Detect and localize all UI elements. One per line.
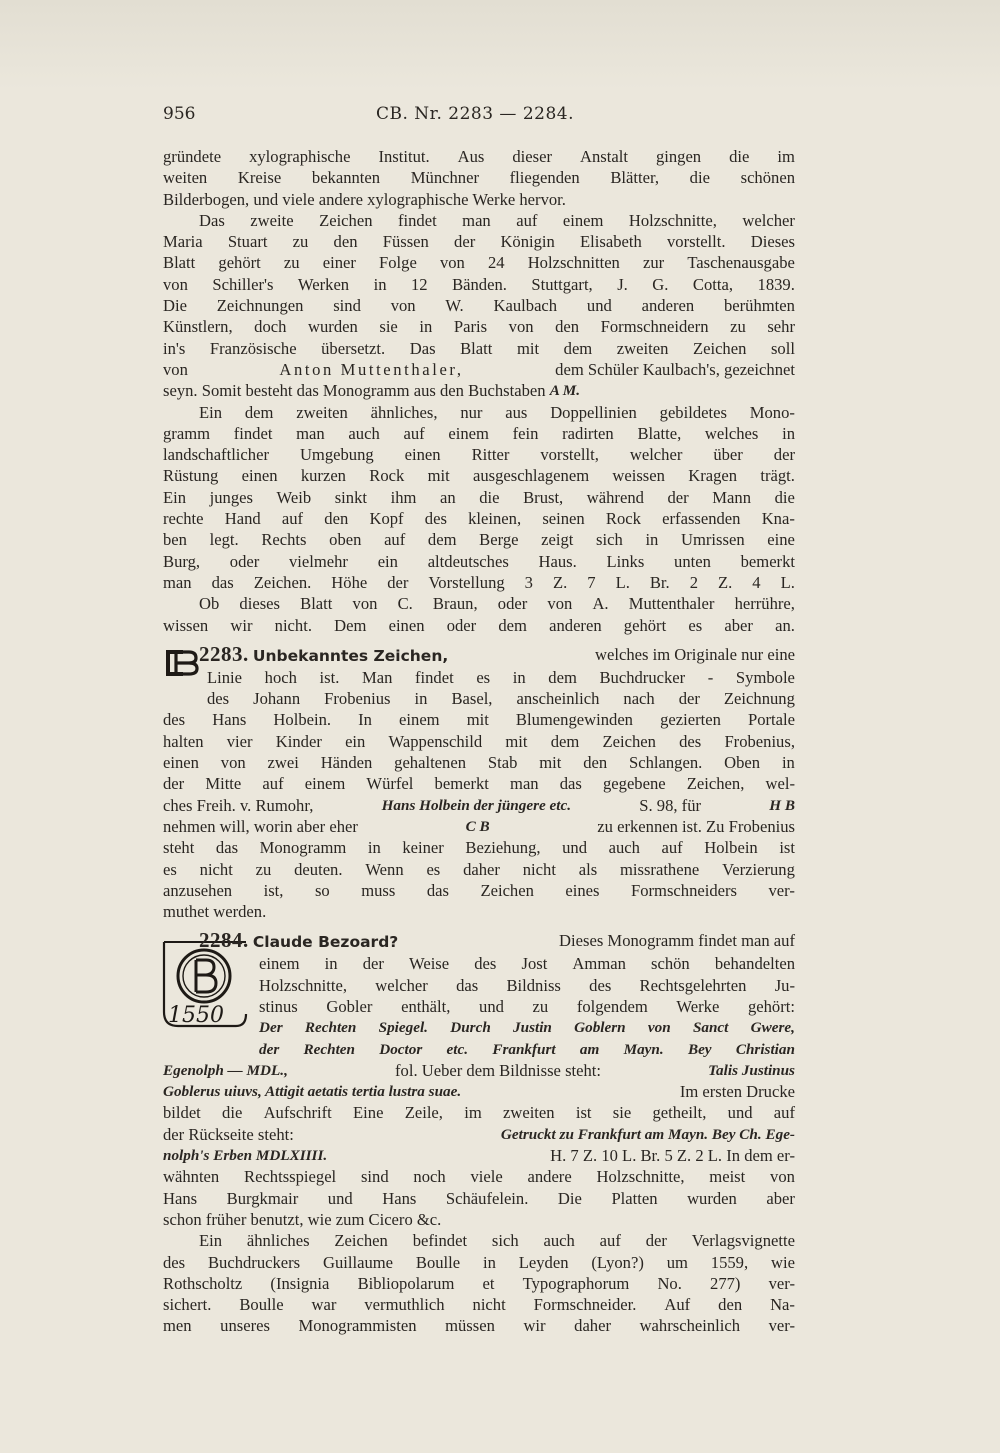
- text-line: schon früher benutzt, wie zum Cicero &c.: [163, 1209, 442, 1229]
- text-line: seyn. Somit besteht das Monogramm aus den Buchstaben A M.: [163, 381, 581, 401]
- text-line: man das Zeichen. Höhe der Vorstellung 3 Z. 7 L. Br. 2 Z. 4 L.: [163, 572, 795, 592]
- text-line: des Johann Frobenius in Basel, anscheinlich nach der Zeichnung: [207, 689, 795, 709]
- text-line: anzusehen ist, so muss das Zeichen eines Formschneiders ver-: [163, 880, 795, 900]
- text-line: Linie hoch ist. Man findet es in dem Buchdrucker - Symbole: [207, 667, 795, 687]
- text-line: Der Rechten Spiegel. Durch Justin Goblern von Sanct Gwere,: [259, 1019, 795, 1037]
- entry-heading: 2284. Claude Bezoard? Dieses Monogramm findet man auf: [199, 928, 795, 953]
- page-header: [163, 104, 793, 128]
- text-line: einem in der Weise des Jost Amman schön behandelten: [259, 954, 795, 974]
- text-line: Goblerus uiuvs, Attigit aetatis tertia lustra suae. Im ersten Drucke: [163, 1082, 795, 1102]
- book-title: Hans Holbein der jüngere etc.: [381, 796, 572, 814]
- text-line: des Buchdruckers Guillaume Boulle in Leyden (Lyon?) um 1559, wie: [163, 1252, 795, 1272]
- text-line: nehmen will, worin aber eher C B zu erkennen ist. Zu Frobenius: [163, 816, 795, 836]
- text-line: rechte Hand auf den Kopf des kleinen, seinen Rock erfassenden Kna-: [163, 509, 795, 529]
- entry-title: Unbekanntes Zeichen,: [252, 646, 449, 665]
- text-line: Hans Burgkmair und Hans Schäufelein. Die Platten wurden aber: [163, 1188, 795, 1208]
- text-line: nolph's Erben MDLXIIII. H. 7 Z. 10 L. Br. 5 Z. 2 L. In dem er-: [163, 1146, 795, 1166]
- text-line: Ob dieses Blatt von C. Braun, oder von A. Muttenthaler herrühre,: [199, 594, 795, 614]
- text-line: muthet werden.: [163, 902, 267, 922]
- text-line: es nicht zu deuten. Wenn es daher nicht als missrathene Verzierung: [163, 859, 795, 879]
- text-line: wissen wir nicht. Dem einen oder dem anderen gehört es aber an.: [163, 615, 795, 635]
- text-line: Ein ähnliches Zeichen befindet sich auch auf der Verlagsvignette: [199, 1231, 795, 1251]
- text-line: Holzschnitte, welcher das Bildniss des Rechtsgelehrten Ju-: [259, 975, 795, 995]
- text-line: bildet die Aufschrift Eine Zeile, im zweiten ist sie getheilt, und auf: [163, 1103, 795, 1123]
- text-line: sichert. Boulle war vermuthlich nicht Formschneider. Auf den Na-: [163, 1295, 795, 1315]
- text-line: gründete xylographische Institut. Aus dieser Anstalt gingen die im: [163, 147, 795, 166]
- text-line: gramm findet man auch auf einem fein radirten Blatte, welches in: [163, 423, 795, 443]
- top-margin: [0, 0, 1000, 90]
- text-line: einen von zwei Händen gehaltenen Stab mit den Schlangen. Oben in: [163, 753, 795, 773]
- text-line: von Anton Muttenthaler, dem Schüler Kaulbach's, gezeichnet: [163, 359, 795, 379]
- text-line: weiten Kreise bekannten Münchner fliegenden Blätter, die schönen: [163, 168, 795, 188]
- text-line: in's Französische übersetzt. Das Blatt mit dem zweiten Zeichen soll: [163, 338, 795, 358]
- entry-number: 2283.: [199, 641, 249, 666]
- page-number: 956: [163, 104, 196, 124]
- text-line: von Schiller's Werken in 12 Bänden. Stuttgart, J. G. Cotta, 1839.: [163, 274, 795, 294]
- text-line: Burg, oder vielmehr ein altdeutsches Haus. Links unten bemerkt: [163, 551, 795, 571]
- body-text: [163, 146, 795, 1337]
- text-line: der Rechten Doctor etc. Frankfurt am Mayn. Bey Christian: [259, 1040, 795, 1058]
- svg-text:1550: 1550: [168, 1003, 224, 1028]
- entry-title: Claude Bezoard?: [252, 933, 399, 952]
- monogram-letters: A M.: [549, 382, 581, 400]
- text-line: halten vier Kinder ein Wappenschild mit dem Zeichen des Frobenius,: [163, 731, 795, 751]
- text-line: Das zweite Zeichen findet man auf einem Holzschnitte, welcher: [199, 210, 795, 230]
- text-line: Blatt gehört zu einer Folge von 24 Holzschnitten zur Taschenausgabe: [163, 253, 795, 273]
- text-line: des Hans Holbein. In einem mit Blumengewinden gezierten Portale: [163, 710, 795, 730]
- text-line: Ein dem zweiten ähnliches, nur aus Doppellinien gebildetes Mono-: [199, 402, 795, 422]
- text-line: ches Freih. v. Rumohr, Hans Holbein der jüngere etc. S. 98, für H B: [163, 795, 795, 815]
- text-line: Künstlern, doch wurden sie in Paris von den Formschneidern zu sehr: [163, 317, 795, 337]
- text-line: Egenolph — MDL., fol. Ueber dem Bildnisse steht: Talis Justinus: [163, 1060, 795, 1080]
- entry-heading: 2283. Unbekanntes Zeichen, welches im Originale nur eine: [199, 641, 795, 666]
- text-line: Bilderbogen, und viele andere xylographische Werke hervor.: [163, 189, 566, 209]
- text-line: steht das Monogramm in keiner Beziehung, und auch auf Holbein ist: [163, 838, 795, 858]
- entry-number: 2284.: [199, 928, 249, 953]
- text-line: Rothscholtz (Insignia Bibliopolarum et Typographorum No. 277) ver-: [163, 1273, 795, 1293]
- text-line: Die Zeichnungen sind von W. Kaulbach und anderen berühmten: [163, 296, 795, 316]
- text-line: der Mitte auf einem Würfel bemerkt man das gegebene Zeichen, wel-: [163, 774, 795, 794]
- text-line: Rüstung einen kurzen Rock mit ausgeschlagenem weissen Kragen trägt.: [163, 466, 795, 486]
- text-line: ben legt. Rechts oben auf dem Berge zeigt sich in Umrissen eine: [163, 530, 795, 550]
- text-line: men unseres Monogrammisten müssen wir daher wahrscheinlich ver-: [163, 1316, 795, 1336]
- artist-name: Anton Muttenthaler,: [279, 359, 464, 379]
- text-line: der Rückseite steht: Getruckt zu Frankfurt am Mayn. Bey Ch. Ege-: [163, 1124, 795, 1144]
- text-line: wähnten Rechtsspiegel sind noch viele andere Holzschnitte, meist von: [163, 1167, 795, 1187]
- running-title: CB. Nr. 2283 — 2284.: [376, 104, 574, 124]
- text-line: Ein junges Weib sinkt ihm an die Brust, während der Mann die: [163, 487, 795, 507]
- text-line: stinus Gobler enthält, und zu folgendem Werke gehört:: [259, 996, 795, 1016]
- text-line: landschaftlicher Umgebung einen Ritter vorstellt, welcher über der: [163, 445, 795, 465]
- text-line: Maria Stuart zu den Füssen der Königin Elisabeth vorstellt. Dieses: [163, 232, 795, 252]
